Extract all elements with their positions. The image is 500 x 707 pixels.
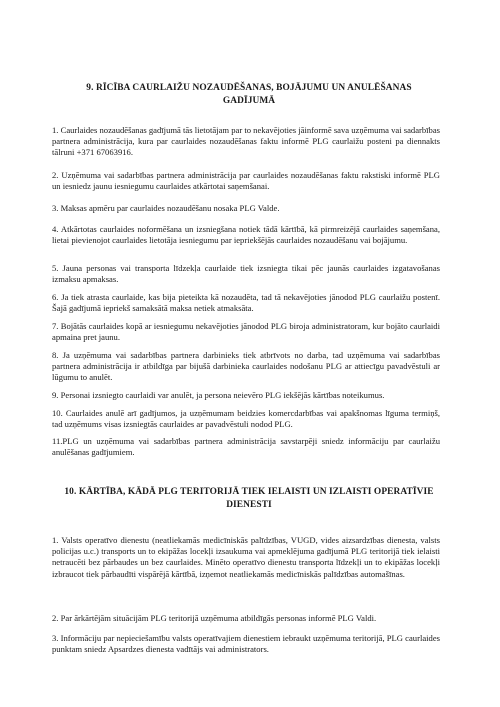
section-9-paragraph-6: 6. Ja tiek atrasta caurlaide, kas bija pieteikta kā nozaudēta, tad tā nekavējoties jānodod PLG caurlaižu postenī. Šajā gadījumā iepriekš samaksātā maksa netiek atmaksāta. xyxy=(52,292,440,314)
section-9-paragraph-4: 4. Atkārtotas caurlaides noformēšana un izsniegšana notiek tādā kārtībā, kā pirmreizējā caurlaides saņemšana, lietai pievienojot caurlaides lietotāja iesniegumu par iepriekšējās caurlaides nozaudēšanu vai bojājumu. xyxy=(52,224,440,246)
section-9-paragraph-8: 8. Ja uzņēmuma vai sadarbības partnera darbinieks tiek atbrīvots no darba, tad uzņēmuma vai sadarbības partnera administrācija ir atbildīga par bijušā darbinieka caurlaides nodošanu PLG ar attiecīgu pavadvēstuli ar lūgumu to anulēt. xyxy=(52,350,440,383)
section-9-paragraph-7: 7. Bojātās caurlaides kopā ar iesniegumu nekavējoties jānodod PLG biroja administratoram, kur bojāto caurlaidi apmaina pret jaunu. xyxy=(52,321,440,343)
section-10-paragraph-1: 1. Valsts operatīvo dienestu (neatliekamās medicīniskās palīdzības, VUGD, vides aizsardzības dienesta, valsts policijas u.c.) transports un to ekipāžas locekļi izsaukuma vai apmeklējuma gadījumā PLG teritorijā tiek ielaisti netraucēti bez pārbaudes un bez caurlaides. Minēto operatīvo dienestu transporta līdzekļi un to ekipāžas locekļi izbraucot tiek pārbaudīti vispārējā kārtībā, izņemot neatliekamās medicīniskās palīdzības automašīnas. xyxy=(52,535,440,579)
section-9-heading: 9. RĪCĪBA CAURLAIŽU NOZAUDĒŠANAS, BOJĀJUMU UN ANULĒŠANAS GADĪJUMĀ xyxy=(86,83,412,106)
section-9-paragraph-5: 5. Jauna personas vai transporta līdzekļa caurlaide tiek izsniegta tikai pēc jaunās caurlaides izgatavošanas izmaksu apmaksas. xyxy=(52,263,440,285)
section-9-paragraph-9: 9. Personai izsniegto caurlaidi var anulēt, ja persona neievēro PLG iekšējās kārtības noteikumus. xyxy=(52,390,385,400)
section-9-paragraph-3: 3. Maksas apmēru par caurlaides nozaudēšanu nosaka PLG Valde. xyxy=(52,203,280,213)
section-10-paragraph-2: 2. Par ārkārtējām situācijām PLG teritorijā uzņēmuma atbildīgās personas informē PLG Valdi. xyxy=(52,613,377,623)
section-10-heading: 10. KĀRTĪBA, KĀDĀ PLG TERITORIJĀ TIEK IELAISTI UN IZLAISTI OPERATĪVIE DIENESTI xyxy=(64,487,434,510)
section-10-paragraph-3: 3. Informāciju par nepieciešamību valsts operatīvajiem dienestiem iebraukt uzņēmuma teritorijā, PLG caurlaides punktam sniedz Apsardzes dienesta vadītājs vai administrators. xyxy=(52,633,440,655)
section-9-paragraph-2: 2. Uzņēmuma vai sadarbības partnera administrācija par caurlaides nozaudēšanas faktu rakstiski informē PLG un iesniedz jaunu iesniegumu caurlaides atkārtotai saņemšanai. xyxy=(52,170,440,192)
section-9-paragraph-1: 1. Caurlaides nozaudēšanas gadījumā tās lietotājam par to nekavējoties jāinformē sava uzņēmuma vai sadarbības partnera administrācija, kura par caurlaides nozaudēšanas faktu informē PLG caurlaižu posteni pa diennakts tālruni +371 67063916. xyxy=(52,125,441,158)
section-9-paragraph-10: 10. Caurlaides anulē arī gadījumos, ja uzņēmumam beidzies komercdarbības vai apakšnomas līguma termiņš, tad uzņēmums visas izsniegtās caurlaides ar pavadvēstuli nodod PLG. xyxy=(52,408,440,430)
section-9-paragraph-11: 11.PLG un uzņēmuma vai sadarbības partnera administrācija savstarpēji sniedz informāciju par caurlaižu anulēšanas gadījumiem. xyxy=(52,436,440,458)
